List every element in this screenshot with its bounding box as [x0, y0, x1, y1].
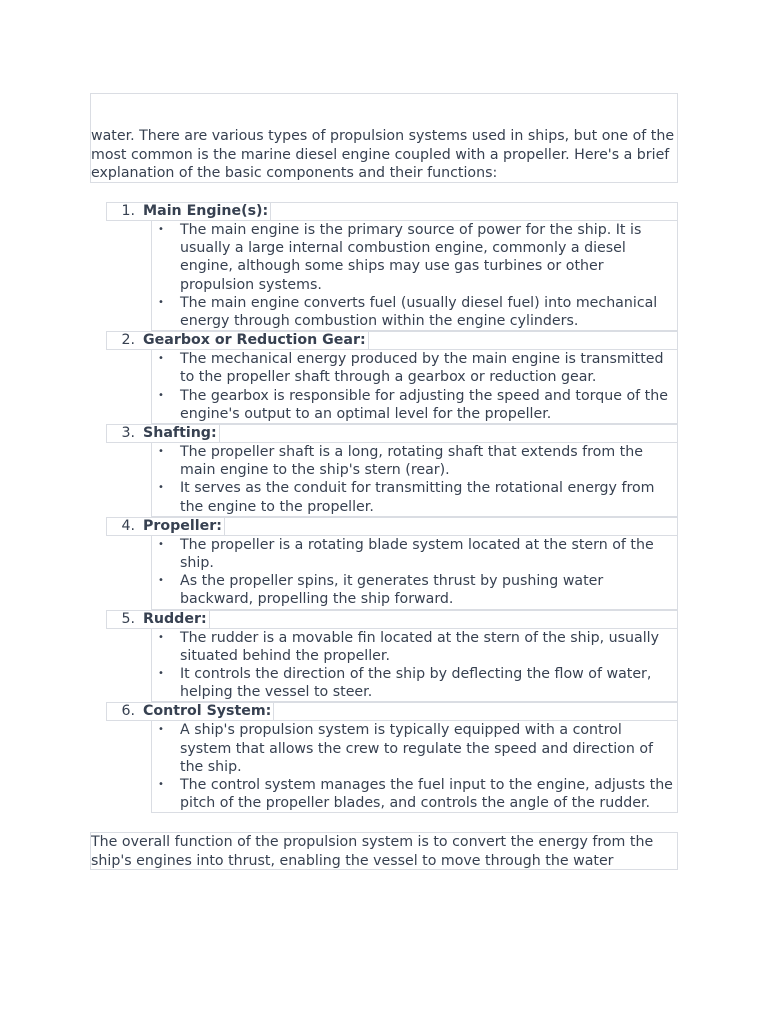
list-item: [152, 536, 677, 572]
component-title: Control System:: [143, 703, 274, 720]
list-item: [152, 572, 677, 608]
list-item: [106, 424, 678, 517]
bullet-icon: •: [158, 482, 164, 494]
item-number: 2.: [121, 332, 135, 349]
outro-paragraph: The overall function of the propulsion system is to convert the energy from the ship's engines into thrust, enabling the vessel to move through the water: [91, 834, 654, 869]
list-item: [106, 702, 678, 813]
point-text: The propeller shaft is a long, rotating shaft that extends from the main engine to the ship's stern (rear).: [180, 444, 643, 479]
component-points: [151, 443, 678, 517]
intro-paragraph: water. There are various types of propulsion systems used in ships, but one of the most common is the marine diesel engine coupled with a propeller. Here's a brief explanation of the basic components and their functions:: [91, 128, 675, 181]
list-item: [106, 202, 678, 331]
point-text: It serves as the conduit for transmitting the rotational energy from the engine to the propeller.: [180, 480, 655, 515]
component-title: Rudder:: [143, 611, 210, 628]
component-points: [151, 629, 678, 703]
item-number: 4.: [121, 517, 135, 534]
bullet-icon: •: [158, 668, 164, 680]
point-text: As the propeller spins, it generates thrust by pushing water backward, propelling the ship forward.: [180, 573, 604, 608]
component-heading: [106, 517, 678, 536]
list-item: [152, 294, 677, 330]
point-text: The gearbox is responsible for adjusting the speed and torque of the engine's output to an optimal level for the propeller.: [180, 387, 668, 422]
component-heading: [106, 424, 678, 443]
list-item: [152, 629, 677, 665]
bullet-icon: •: [158, 631, 164, 643]
component-title: Propeller:: [143, 518, 225, 535]
component-heading: [106, 610, 678, 629]
component-heading: [106, 702, 678, 721]
component-title: Main Engine(s):: [143, 203, 271, 220]
item-number: 5.: [121, 610, 135, 627]
point-text: It controls the direction of the ship by deflecting the flow of water, helping the vessel to steer.: [180, 666, 652, 701]
item-number: 3.: [121, 425, 135, 442]
point-text: The mechanical energy produced by the main engine is transmitted to the propeller shaft through a gearbox or reduction gear.: [180, 351, 664, 386]
bullet-icon: •: [158, 389, 164, 401]
list-item: [152, 221, 677, 294]
point-text: The control system manages the fuel input to the engine, adjusts the pitch of the propeller blades, and controls the angle of the rudder.: [180, 777, 673, 812]
component-points: [151, 721, 678, 813]
point-text: A ship's propulsion system is typically equipped with a control system that allows the crew to regulate the speed and direction of the ship.: [180, 722, 654, 775]
component-heading: [106, 202, 678, 221]
item-number: 1.: [121, 203, 135, 219]
outro-block: [90, 832, 678, 870]
point-text: The main engine is the primary source of power for the ship. It is usually a large internal combustion engine, commonly a diesel engine, although some ships may use gas turbines or other propulsion systems.: [180, 222, 642, 293]
list-item: [106, 517, 678, 610]
components-list: [106, 202, 678, 813]
list-item: [152, 350, 677, 386]
point-text: The propeller is a rotating blade system located at the stern of the ship.: [180, 536, 654, 572]
component-points: [151, 350, 678, 424]
bullet-icon: •: [158, 296, 164, 308]
component-points: [151, 221, 678, 331]
list-item: [152, 387, 677, 423]
list-item: [152, 776, 677, 812]
list-item: [152, 721, 677, 776]
bullet-icon: •: [158, 446, 164, 458]
bullet-icon: •: [158, 779, 164, 791]
list-item: [152, 665, 677, 701]
component-title: Gearbox or Reduction Gear:: [143, 332, 369, 349]
list-item: [106, 331, 678, 424]
bullet-icon: •: [158, 724, 164, 736]
intro-block: [90, 93, 678, 183]
item-number: 6.: [121, 703, 135, 720]
point-text: The rudder is a movable fin located at the stern of the ship, usually situated behind the propeller.: [180, 629, 659, 664]
bullet-icon: •: [158, 353, 164, 365]
component-points: [151, 536, 678, 610]
bullet-icon: •: [158, 538, 164, 550]
list-item: [152, 443, 677, 479]
bullet-icon: •: [158, 224, 164, 235]
bullet-icon: •: [158, 575, 164, 587]
list-item: [106, 610, 678, 703]
document-page: [90, 93, 678, 870]
point-text: The main engine converts fuel (usually diesel fuel) into mechanical energy through combustion within the engine cylinders.: [180, 294, 658, 330]
component-title: Shafting:: [143, 425, 220, 442]
list-item: [152, 479, 677, 515]
component-heading: [106, 331, 678, 350]
